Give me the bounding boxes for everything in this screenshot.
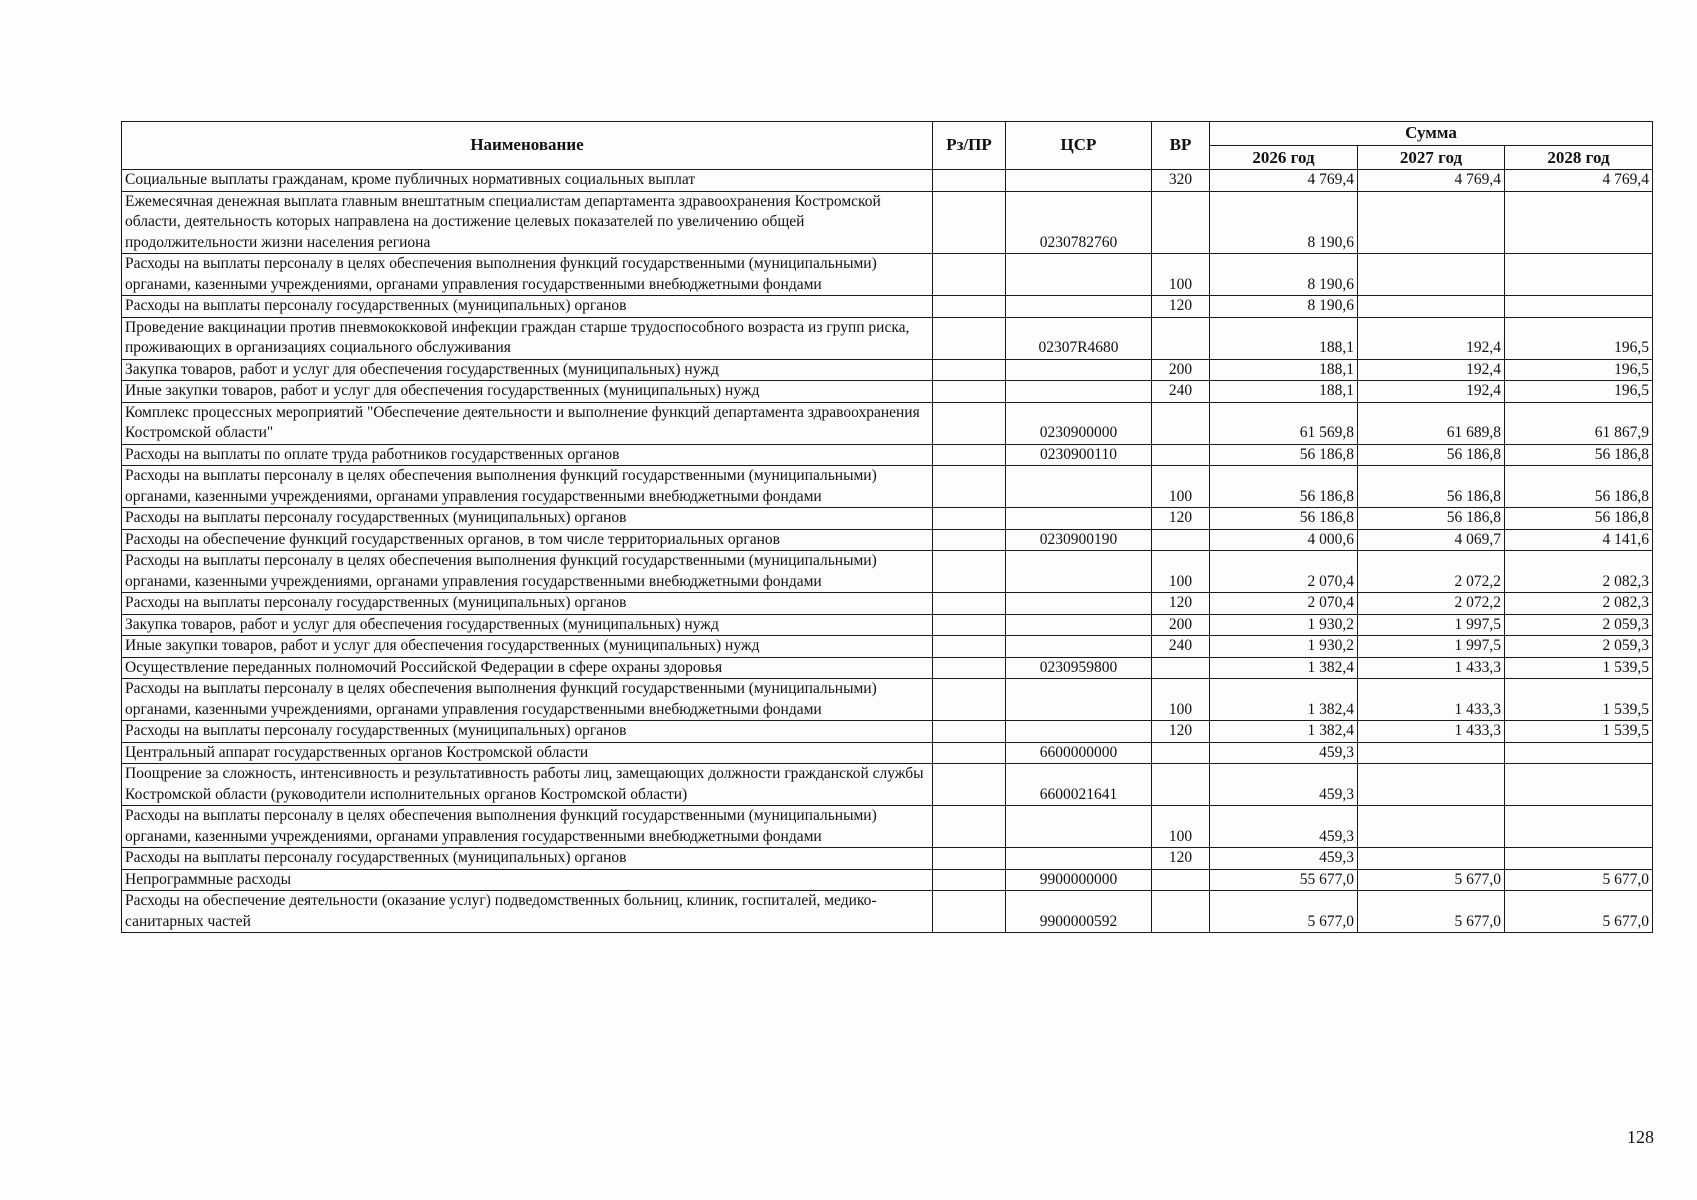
cell-rzpr [933,191,1006,254]
cell-2027 [1358,806,1505,848]
cell-2026: 2 070,4 [1210,593,1358,615]
cell-csr [1006,636,1152,658]
cell-2026: 5 677,0 [1210,891,1358,933]
table-row [122,806,1653,848]
header-sum: Сумма [1210,122,1653,146]
cell-2026: 56 186,8 [1210,444,1358,466]
cell-name: Иные закупки товаров, работ и услуг для обеспечения государственных (муниципальных) нужд [122,636,933,658]
cell-rzpr [933,254,1006,296]
cell-csr: 0230900110 [1006,444,1152,466]
cell-2027: 1 997,5 [1358,614,1505,636]
table-row [122,721,1653,743]
cell-2027: 2 072,2 [1358,593,1505,615]
cell-csr: 02307R4680 [1006,317,1152,359]
cell-2027: 4 069,7 [1358,529,1505,551]
cell-2026: 8 190,6 [1210,191,1358,254]
cell-2026: 1 930,2 [1210,614,1358,636]
table-row [122,679,1653,721]
table-row [122,170,1653,192]
cell-2028 [1505,254,1653,296]
cell-2028: 1 539,5 [1505,721,1653,743]
table-row [122,381,1653,403]
cell-csr [1006,806,1152,848]
cell-name: Закупка товаров, работ и услуг для обеспечения государственных (муниципальных) нужд [122,359,933,381]
cell-vr [1152,444,1210,466]
cell-csr [1006,508,1152,530]
cell-2028: 2 082,3 [1505,551,1653,593]
cell-2028: 196,5 [1505,381,1653,403]
cell-csr: 6600000000 [1006,742,1152,764]
table-row [122,402,1653,444]
cell-vr: 200 [1152,359,1210,381]
cell-2028 [1505,191,1653,254]
cell-2028: 61 867,9 [1505,402,1653,444]
cell-2027: 56 186,8 [1358,466,1505,508]
table-row [122,359,1653,381]
cell-2027 [1358,764,1505,806]
cell-2027: 1 433,3 [1358,721,1505,743]
cell-vr: 120 [1152,508,1210,530]
table-row [122,466,1653,508]
page-number: 128 [1627,1127,1654,1147]
table-row [122,444,1653,466]
cell-2026: 1 382,4 [1210,721,1358,743]
cell-rzpr [933,296,1006,318]
table-row [122,254,1653,296]
table-row [122,317,1653,359]
cell-2028: 4 769,4 [1505,170,1653,192]
cell-2028: 4 141,6 [1505,529,1653,551]
cell-2028: 2 059,3 [1505,636,1653,658]
cell-2027: 192,4 [1358,317,1505,359]
cell-2026: 56 186,8 [1210,466,1358,508]
table-row [122,764,1653,806]
cell-vr: 120 [1152,721,1210,743]
cell-name: Иные закупки товаров, работ и услуг для обеспечения государственных (муниципальных) нужд [122,381,933,403]
cell-name: Расходы на выплаты персоналу в целях обеспечения выполнения функций государственными (муниципальными) органами, казенными учреждениями, органами управления государственными внебюджетными фондами [122,551,933,593]
cell-name: Расходы на выплаты персоналу государственных (муниципальных) органов [122,296,933,318]
table-row [122,551,1653,593]
cell-vr: 240 [1152,381,1210,403]
cell-name: Расходы на выплаты персоналу государственных (муниципальных) органов [122,848,933,870]
cell-vr: 120 [1152,848,1210,870]
cell-csr [1006,359,1152,381]
cell-2027 [1358,742,1505,764]
cell-2026: 56 186,8 [1210,508,1358,530]
cell-2027: 2 072,2 [1358,551,1505,593]
cell-csr: 6600021641 [1006,764,1152,806]
cell-name: Проведение вакцинации против пневмококковой инфекции граждан старше трудоспособного возраста из групп риска, проживающих в организациях социального обслуживания [122,317,933,359]
table-row [122,742,1653,764]
cell-vr [1152,402,1210,444]
cell-name: Расходы на выплаты персоналу государственных (муниципальных) органов [122,721,933,743]
cell-csr [1006,296,1152,318]
cell-rzpr [933,444,1006,466]
cell-rzpr [933,170,1006,192]
header-vr: ВР [1152,122,1210,170]
cell-vr [1152,317,1210,359]
cell-vr: 240 [1152,636,1210,658]
cell-2026: 188,1 [1210,359,1358,381]
cell-2026: 1 382,4 [1210,679,1358,721]
cell-rzpr [933,614,1006,636]
cell-2028 [1505,764,1653,806]
cell-csr: 9900000000 [1006,869,1152,891]
cell-vr [1152,191,1210,254]
cell-rzpr [933,848,1006,870]
cell-name: Ежемесячная денежная выплата главным внештатным специалистам департамента здравоохранения Костромской области, деятельность которых направлена на достижение целевых показателей по увеличению общей продолжительности жизни населения региона [122,191,933,254]
table-header [122,122,1653,170]
cell-name: Поощрение за сложность, интенсивность и результативность работы лиц, замещающих должности гражданской службы Костромской области (руководители исполнительных органов Костромской области) [122,764,933,806]
table-row [122,869,1653,891]
cell-csr: 0230900190 [1006,529,1152,551]
cell-csr [1006,254,1152,296]
cell-name: Закупка товаров, работ и услуг для обеспечения государственных (муниципальных) нужд [122,614,933,636]
cell-name: Социальные выплаты гражданам, кроме публичных нормативных социальных выплат [122,170,933,192]
table-row [122,191,1653,254]
cell-csr [1006,593,1152,615]
header-year-2028: 2028 год [1505,146,1653,170]
cell-2028 [1505,296,1653,318]
cell-rzpr [933,529,1006,551]
cell-2028 [1505,848,1653,870]
cell-rzpr [933,551,1006,593]
cell-2026: 1 382,4 [1210,657,1358,679]
cell-rzpr [933,402,1006,444]
table-row [122,508,1653,530]
table-body [122,170,1653,933]
cell-2027: 192,4 [1358,381,1505,403]
cell-2027 [1358,254,1505,296]
cell-2026: 61 569,8 [1210,402,1358,444]
table-row [122,657,1653,679]
table-row [122,593,1653,615]
cell-2026: 188,1 [1210,381,1358,403]
cell-vr: 100 [1152,254,1210,296]
cell-vr [1152,764,1210,806]
cell-2026: 4 769,4 [1210,170,1358,192]
cell-2027: 56 186,8 [1358,508,1505,530]
cell-2028: 196,5 [1505,359,1653,381]
cell-vr [1152,891,1210,933]
cell-2027: 61 689,8 [1358,402,1505,444]
table-row [122,891,1653,933]
cell-2026: 4 000,6 [1210,529,1358,551]
cell-name: Расходы на выплаты персоналу в целях обеспечения выполнения функций государственными (муниципальными) органами, казенными учреждениями, органами управления государственными внебюджетными фондами [122,254,933,296]
cell-vr [1152,657,1210,679]
cell-vr: 120 [1152,296,1210,318]
cell-2027 [1358,296,1505,318]
cell-2026: 459,3 [1210,764,1358,806]
cell-rzpr [933,466,1006,508]
cell-vr: 100 [1152,551,1210,593]
cell-2027: 4 769,4 [1358,170,1505,192]
cell-2028: 1 539,5 [1505,679,1653,721]
cell-name: Расходы на выплаты персоналу государственных (муниципальных) органов [122,593,933,615]
table-row [122,848,1653,870]
cell-name: Непрограммные расходы [122,869,933,891]
cell-csr [1006,848,1152,870]
cell-name: Осуществление переданных полномочий Российской Федерации в сфере охраны здоровья [122,657,933,679]
cell-2027 [1358,191,1505,254]
cell-rzpr [933,657,1006,679]
cell-csr [1006,679,1152,721]
cell-2026: 459,3 [1210,848,1358,870]
cell-name: Расходы на обеспечение деятельности (оказание услуг) подведомственных больниц, клиник, госпиталей, медико-санитарных частей [122,891,933,933]
cell-2027: 192,4 [1358,359,1505,381]
cell-csr: 9900000592 [1006,891,1152,933]
table-row [122,529,1653,551]
cell-2028: 1 539,5 [1505,657,1653,679]
budget-table [121,121,1653,933]
cell-2028: 56 186,8 [1505,466,1653,508]
cell-name: Расходы на выплаты персоналу в целях обеспечения выполнения функций государственными (муниципальными) органами, казенными учреждениями, органами управления государственными внебюджетными фондами [122,679,933,721]
header-name: Наименование [122,122,933,170]
cell-rzpr [933,721,1006,743]
cell-rzpr [933,742,1006,764]
cell-2027: 1 997,5 [1358,636,1505,658]
cell-2026: 459,3 [1210,742,1358,764]
cell-2028: 5 677,0 [1505,869,1653,891]
cell-name: Расходы на выплаты персоналу государственных (муниципальных) органов [122,508,933,530]
cell-2027: 56 186,8 [1358,444,1505,466]
cell-vr: 100 [1152,466,1210,508]
cell-2026: 1 930,2 [1210,636,1358,658]
cell-rzpr [933,317,1006,359]
cell-vr: 100 [1152,679,1210,721]
cell-vr: 100 [1152,806,1210,848]
cell-2028: 2 082,3 [1505,593,1653,615]
cell-2026: 459,3 [1210,806,1358,848]
cell-vr [1152,869,1210,891]
cell-rzpr [933,679,1006,721]
cell-name: Центральный аппарат государственных органов Костромской области [122,742,933,764]
cell-2027 [1358,848,1505,870]
cell-csr [1006,170,1152,192]
cell-2026: 8 190,6 [1210,254,1358,296]
cell-vr: 120 [1152,593,1210,615]
cell-2027: 1 433,3 [1358,679,1505,721]
cell-rzpr [933,636,1006,658]
cell-name: Расходы на выплаты по оплате труда работников государственных органов [122,444,933,466]
header-csr: ЦСР [1006,122,1152,170]
cell-csr [1006,381,1152,403]
table-row [122,636,1653,658]
cell-2028: 56 186,8 [1505,508,1653,530]
cell-2028 [1505,806,1653,848]
cell-vr: 200 [1152,614,1210,636]
cell-name: Комплекс процессных мероприятий "Обеспечение деятельности и выполнение функций департамента здравоохранения Костромской области" [122,402,933,444]
cell-csr [1006,466,1152,508]
cell-name: Расходы на выплаты персоналу в целях обеспечения выполнения функций государственными (муниципальными) органами, казенными учреждениями, органами управления государственными внебюджетными фондами [122,466,933,508]
cell-csr [1006,614,1152,636]
cell-2026: 2 070,4 [1210,551,1358,593]
cell-csr [1006,721,1152,743]
header-year-2026: 2026 год [1210,146,1358,170]
cell-2027: 5 677,0 [1358,891,1505,933]
cell-rzpr [933,593,1006,615]
cell-csr: 0230782760 [1006,191,1152,254]
cell-2026: 55 677,0 [1210,869,1358,891]
cell-rzpr [933,764,1006,806]
cell-2027: 5 677,0 [1358,869,1505,891]
header-year-2027: 2027 год [1358,146,1505,170]
cell-csr: 0230959800 [1006,657,1152,679]
cell-rzpr [933,869,1006,891]
cell-rzpr [933,381,1006,403]
cell-rzpr [933,891,1006,933]
cell-2026: 8 190,6 [1210,296,1358,318]
cell-rzpr [933,359,1006,381]
cell-2028: 5 677,0 [1505,891,1653,933]
table-row [122,614,1653,636]
cell-csr: 0230900000 [1006,402,1152,444]
cell-name: Расходы на обеспечение функций государственных органов, в том числе территориальных органов [122,529,933,551]
cell-2028: 2 059,3 [1505,614,1653,636]
cell-2027: 1 433,3 [1358,657,1505,679]
cell-2028: 196,5 [1505,317,1653,359]
cell-rzpr [933,508,1006,530]
cell-2028 [1505,742,1653,764]
cell-2028: 56 186,8 [1505,444,1653,466]
cell-vr: 320 [1152,170,1210,192]
header-rzpr: Рз/ПР [933,122,1006,170]
cell-2026: 188,1 [1210,317,1358,359]
cell-csr [1006,551,1152,593]
cell-name: Расходы на выплаты персоналу в целях обеспечения выполнения функций государственными (муниципальными) органами, казенными учреждениями, органами управления государственными внебюджетными фондами [122,806,933,848]
cell-vr [1152,742,1210,764]
cell-rzpr [933,806,1006,848]
cell-vr [1152,529,1210,551]
table-row [122,296,1653,318]
